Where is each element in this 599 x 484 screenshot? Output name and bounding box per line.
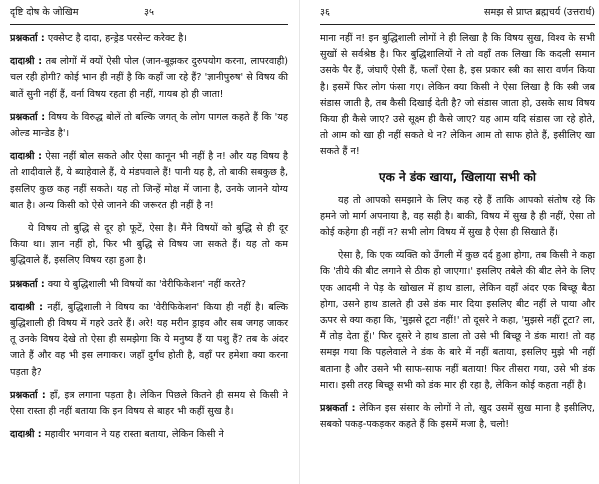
dialogue-text: हाँ, इत्र लगाना पड़ता है। लेकिन पिछले कितने ही समय से किसी ने ऐसा रास्ता ही नहीं बताया कि इन विषय से बाहर भी कहीं सुख है। [10, 389, 288, 418]
left-running-title: दृष्टि दोष के जोखिम [10, 7, 79, 18]
dialogue-block [10, 388, 288, 420]
speaker-label: दादाश्री : [10, 301, 43, 313]
dialogue-text: तब लोगों में क्यों ऐसी पोल (जान-बूझकर दुरुपयोग करना, लापरवाही) चल रही होगी? कोई भान ही नहीं है कि कहाँ जा रहे हैं? 'ज्ञानीपुरुष' से विषय की बातें सुनी नहीं हैं, वर्ना विषय रहता ही नहीं, गायब हो ही जाता! [10, 56, 288, 100]
dialogue-block [320, 401, 595, 433]
speaker-label: प्रश्नकर्ता : [10, 389, 46, 401]
paragraph [320, 193, 595, 242]
dialogue-text: ऐसा नहीं बोल सकते और ऐसा कानून भी नहीं है न! और यह विषय है तो शादीवाले हैं, ये ब्याहेवाले हैं, ये मंडपवाले हैं! पानी यह है, तो बाकी सबकुछ है, इसलिए कुछ कह नहीं सकते। यह तो जिन्हें मोक्ष में जाना है, उनके जानने योग्य बात है। अन्य किसी को ऐसे जानने की जरूरत ही नहीं है न! [10, 151, 288, 211]
paragraph-text: माना नहीं न! इन बुद्धिशाली लोगों ने ही लिखा है कि विषय सुख, विश्व के सभी सुखों से सर्वश्रेष्ठ है। फिर बुद्धिशालियों ने तो वहाँ तक लिखा कि कदली समान उसके पैर हैं, जंघाएँ ऐसी हैं, फलाँ ऐसा है, इस प्रकार स्त्री का सारा वर्णन किया है। इसमें फिर लोग फंसा गए। लेकिन क्या किसी ने ऐसा लिखा है कि स्त्री जब संडास जाती है, तब कैसी दिखाई देती है? जो संडास जाता हो, उसके साथ विषय किया ही कैसे जाए? उसे सूक्ष्म ही कैसे जाए? यह आम यदि संडास जा रहे होते, तो आम को खा ही नहीं सकते थे न? लेकिन आम तो साफ होते हैं, इसीलिए खा सकते हैं न! [320, 33, 595, 158]
paragraph-text: यह तो आपको समझाने के लिए कह रहे हैं ताकि आपको संतोष रहे कि हमने जो मार्ग अपनाया है, वह सही है। बाकी, विषय में सुख है ही नहीं, ऐसा तो कोई कहेगा ही नहीं न? सभी लोग विषय में सुख है ऐसा ही सिखाते हैं। [320, 194, 595, 239]
dialogue-block [10, 427, 288, 443]
dialogue-text: विषय के विरुद्ध बोलें तो बल्कि जगत् के लोग पागल कहते हैं कि 'यह ओल्ड मान्डेड है'। [10, 111, 288, 140]
left-page-header [10, 6, 288, 25]
paragraph [10, 221, 288, 270]
page-gutter [299, 0, 300, 484]
speaker-label: प्रश्नकर्ता : [10, 33, 45, 44]
paragraph [320, 248, 595, 394]
dialogue-block [10, 300, 288, 381]
right-running-title: समझ से प्राप्त ब्रह्मचर्य (उत्तरार्ध) [483, 7, 595, 18]
speaker-label: दादाश्री : [10, 429, 42, 441]
dialogue-block [10, 110, 288, 142]
speaker-label: प्रश्नकर्ता : [10, 278, 45, 290]
dialogue-block [10, 149, 288, 214]
paragraph-text: ये विषय तो बुद्धि से दूर हो फूटें, ऐसा है। मैंने विषयों को बुद्धि से ही दूर किया था। ज्ञान नहीं हो, फिर भी बुद्धि से विषय जा सकते हैं। यह तो कम बुद्धिवाले हैं, इसलिए विषय रहा हुआ है। [10, 223, 288, 267]
left-page-body [10, 31, 288, 443]
dialogue-block [10, 31, 288, 47]
section-heading: एक ने डंक खाया, खिलाया सभी को [379, 169, 536, 184]
dialogue-text: एक्सेप्ट है दादा, हन्ड्रेड परसेन्ट करेक्ट है। [47, 33, 187, 44]
right-page [320, 0, 595, 484]
right-page-number: ३६ [320, 7, 330, 18]
dialogue-block [10, 277, 288, 293]
dialogue-text: क्या ये बुद्धिशाली भी विषयों का 'वेरीफिकेशन' नहीं करते? [47, 278, 246, 290]
left-page [10, 0, 288, 484]
dialogue-text: नहीं, बुद्धिशाली ने विषय का 'वेरीफिकेशन' किया ही नहीं है। बल्कि बुद्धिशाली ही विषय में गहरे उतरे हैं। अरे! यह मरीन ड्राइव और सब जगह जाकर तू उनके विषय देखे तो ऐसा ही समझेगा कि ये मनुष्य हैं या पशु हैं? तब के अंदर जाते हैं और वह भी इस लगाकर। जहाँ दुर्गंध होती है, वहाँ पर हमेशा क्या करना पड़ता है? [10, 301, 288, 378]
dialogue-block [10, 54, 288, 103]
right-page-header [320, 6, 595, 25]
speaker-label: दादाश्री : [10, 56, 43, 68]
speaker-label: दादाश्री : [10, 151, 43, 163]
speaker-label: प्रश्नकर्ता : [10, 111, 46, 123]
paragraph [320, 31, 595, 161]
right-page-body [320, 31, 595, 433]
dialogue-text: लेकिन इस संसार के लोगों ने तो, खुद उसमें सुख माना है इसीलिए, सबको पकड़-पकड़कर कहते हैं कि इसमें मजा है, चलो! [320, 403, 595, 431]
speaker-label: प्रश्नकर्ता : [320, 403, 356, 415]
paragraph-text: ऐसा है, कि एक व्यक्ति को उँगली में कुछ दर्द हुआ होगा, तब किसी ने कहा कि 'तीये की बीट लगाने से ठीक हो जाएगा।' इसलिए तबेले की बीट लेने के लिए एक आदमी ने पेड़ के खोखल में हाथ डाला, लेकिन वहाँ अंदर एक बिच्छू बैठा होगा, उसने हाथ डालते ही उसे डंक मार दिया इसलिए बीट नहीं ले पाया और ऊपर से क्या कहा कि, 'मुझसे टूटा नहीं!' तो दूसरे ने कहा, 'मुझसे नहीं टूटा? ला, मैं तोड़ देता हूँ।' फिर दूसरे ने हाथ डाला तो उसे भी बिच्छू ने डंक मारा! तो वह समझ गया कि पहलेवाले ने डंक के बारे में नहीं बताया, इसलिए मुझे भी नहीं बताना है और उसने भी साफ-साफ नहीं बताया! फिर तीसरा गया, उसे भी डंक मारा। इसी तरह बिच्छू सभी को डंक मार ही रहा है, लेकिन कोई कहता नहीं है। [320, 250, 595, 391]
dialogue-text: महावीर भगवान ने यह रास्ता बताया, लेकिन किसी ने [44, 429, 224, 441]
left-page-number: ३५ [144, 7, 154, 18]
